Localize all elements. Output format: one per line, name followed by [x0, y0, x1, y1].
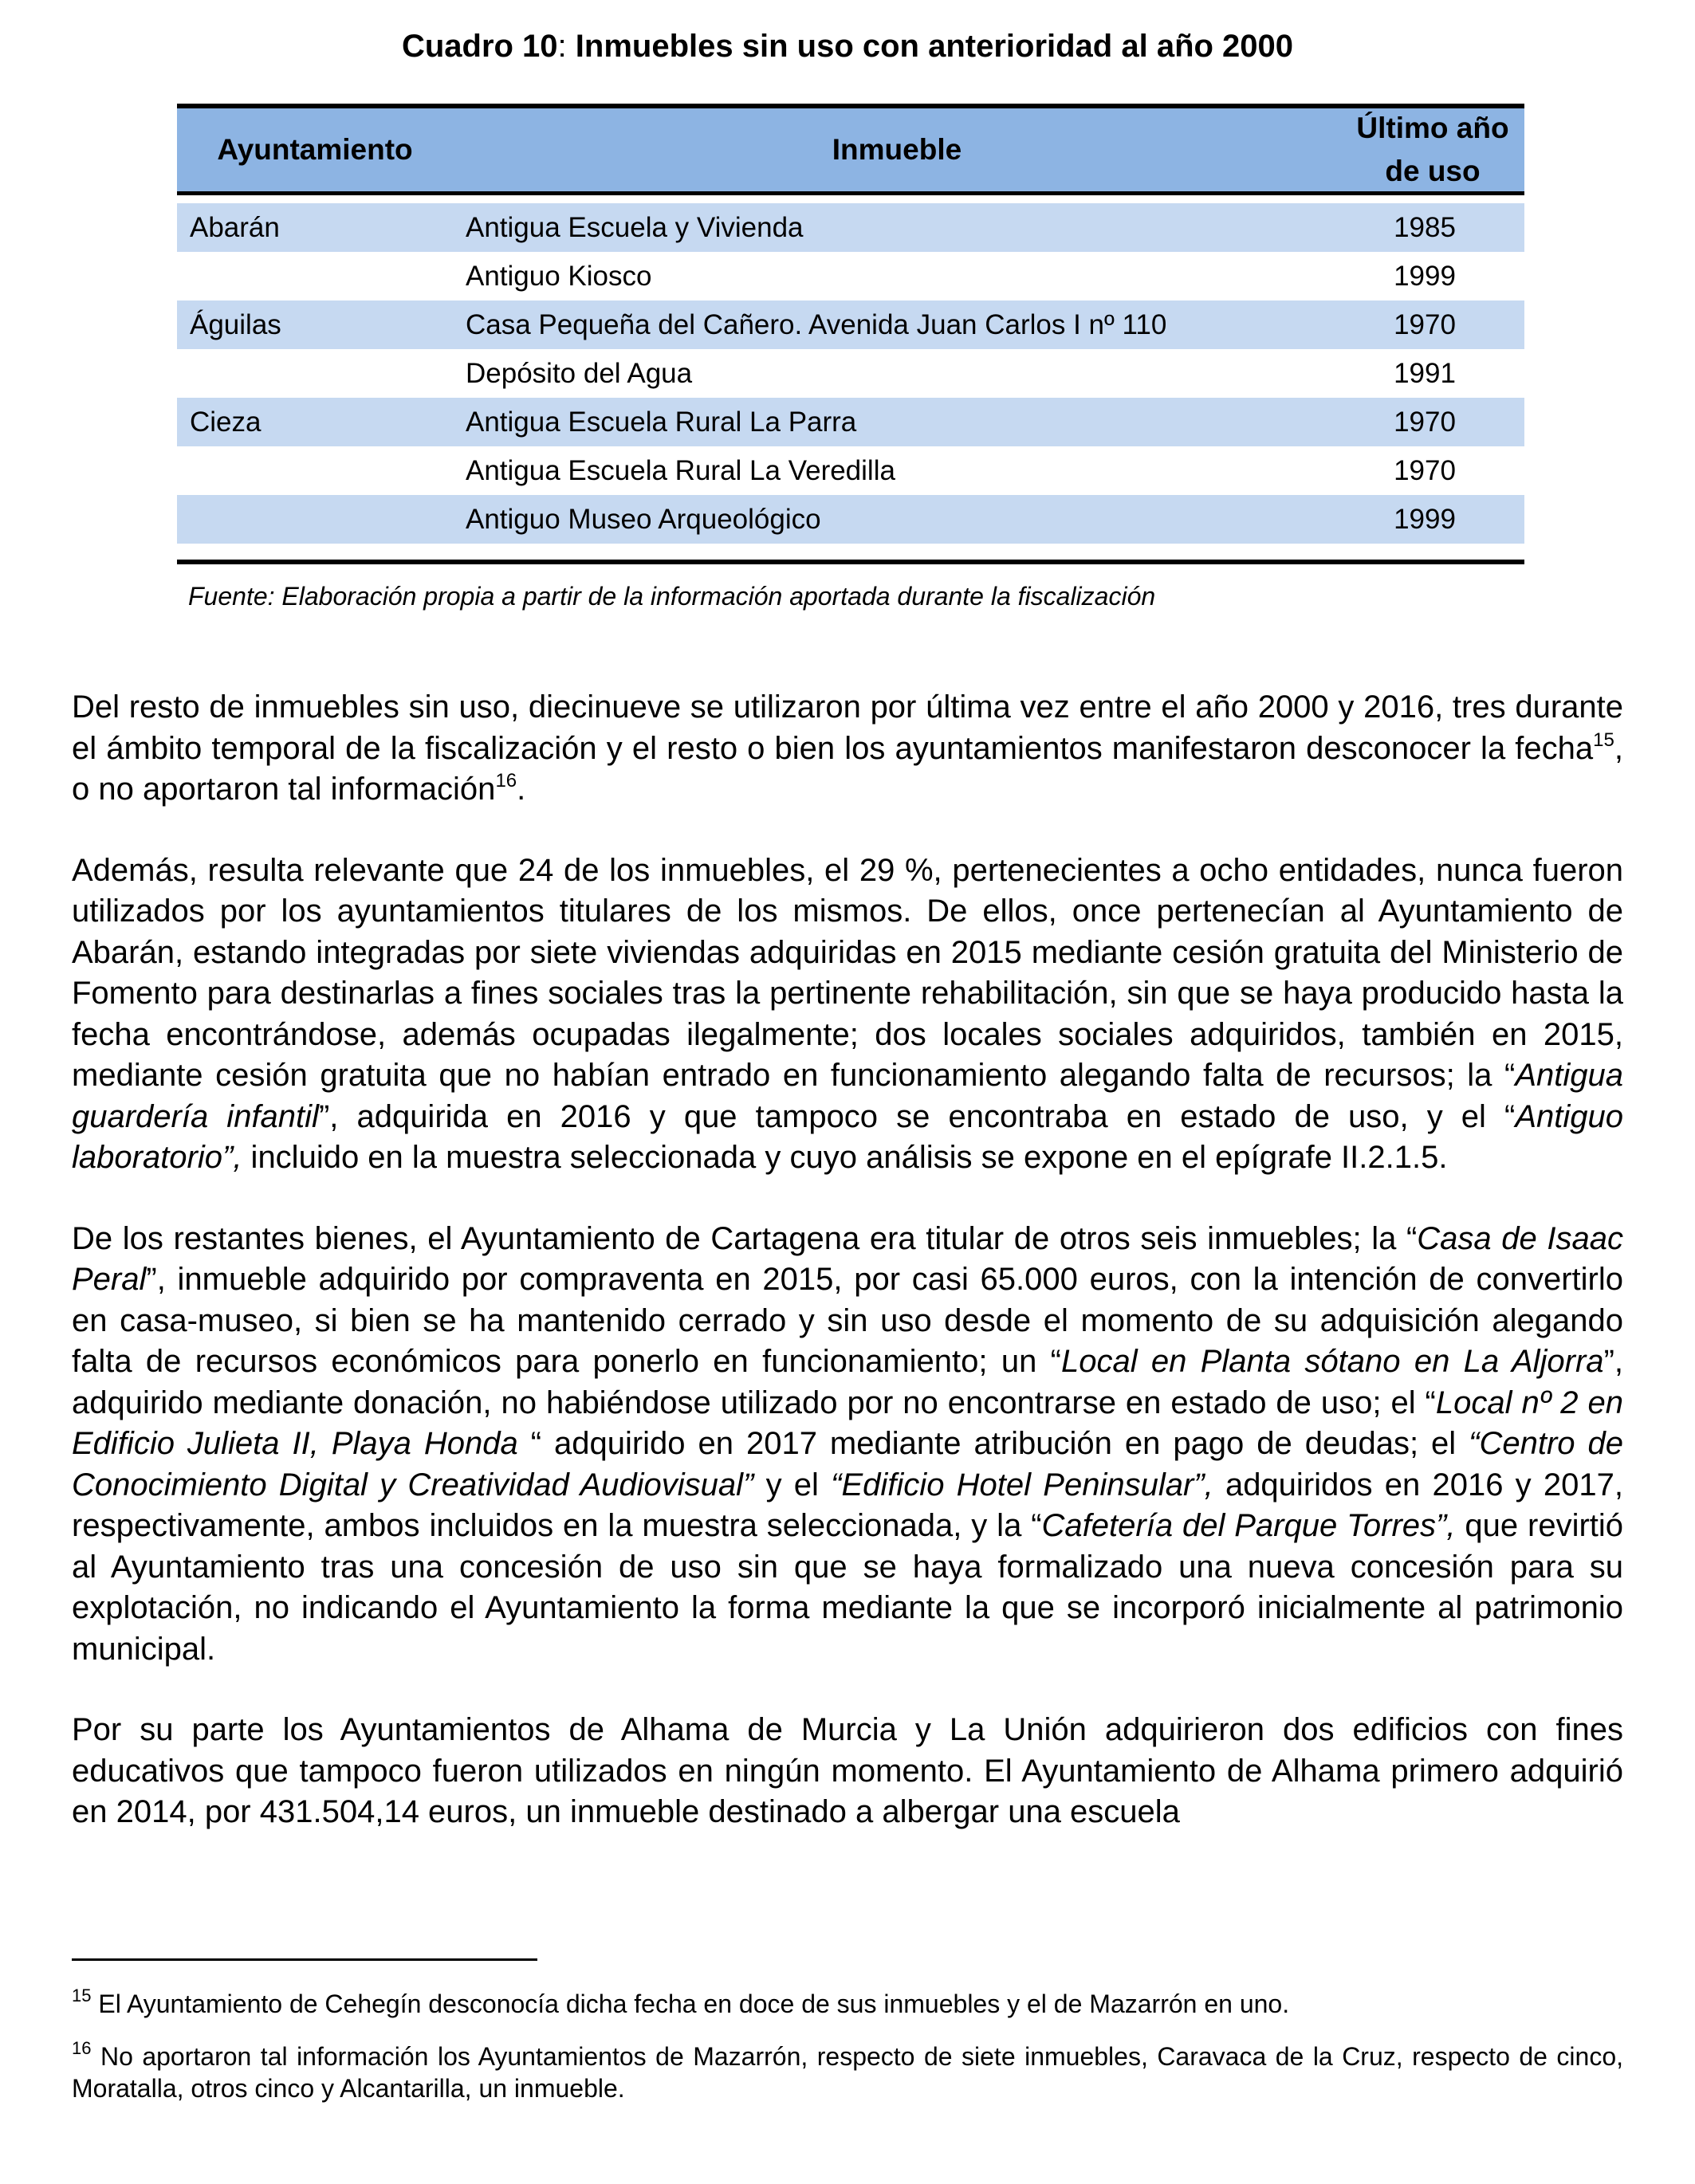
footnote-ref-15[interactable]: 15 [1593, 729, 1614, 751]
table-bottom-rule [177, 560, 1524, 564]
paragraph-1 [72, 687, 1623, 811]
table-row [177, 203, 1524, 252]
p3-text-e: y el [753, 1467, 832, 1502]
cell-inmueble: Casa Pequeña del Cañero. Avenida Juan Carlos I nº 110 [466, 308, 1167, 340]
cell-anio: 1970 [1394, 454, 1456, 486]
p3-text-c: ”, adquirido mediante donación, no habiéndose utilizado por no encontrarse en estado de uso; el “ [72, 1344, 1623, 1420]
table-body [177, 203, 1524, 544]
cell-ayuntamiento: Cieza [190, 406, 262, 438]
cell-inmueble: Depósito del Agua [466, 357, 693, 389]
p3-italic-2: Local en Planta sótano en La Aljorra [1060, 1344, 1604, 1379]
p3-italic-5: “Edificio Hotel Peninsular”, [831, 1467, 1213, 1502]
p3-text-f: adquiridos en 2016 y 2017, respectivamente, ambos incluidos en la muestra seleccionada, y la “ [72, 1467, 1623, 1543]
paragraph-2 [72, 850, 1623, 1179]
cell-inmueble: Antigua Escuela Rural La Parra [466, 406, 857, 438]
caption-separator: : [557, 29, 576, 64]
paragraph-4 [72, 1710, 1623, 1833]
header-inmueble: Inmueble [832, 133, 962, 166]
footnote-number: 15 [72, 1986, 92, 2005]
p2-text-a: Además, resulta relevante que 24 de los inmuebles, el 29 %, pertenecientes a ocho entidades, nunca fueron utilizados por los ayuntamientos titulares de los mismos. De ellos, once pertenecían al Ayuntamiento de Abarán, estando integradas por siete viviendas adquiridas en 2015 mediante cesión gratuita del Ministerio de Fomento para destinarlas a fines sociales tras la pertinente rehabilitación, sin que se haya producido hasta la fecha encontrándose, además ocupadas ilegalmente; dos locales sociales adquiridos, también en 2015, mediante cesión gratuita que no habían entrado en funcionamiento alegando falta de recursos; la “ [72, 852, 1623, 1093]
cell-ayuntamiento: Águilas [190, 308, 281, 340]
cell-ayuntamiento: Abarán [190, 211, 280, 243]
p4-text-a: Por su parte los Ayuntamientos de Alhama de Murcia y La Unión adquirieron dos edificios con fines educativos que tampoco fueron utilizados en ningún momento. El Ayuntamiento de Alhama primero adquirió en 2014, por 431.504,14 euros, un inmueble destinado a albergar una escuela [72, 1712, 1623, 1829]
table-header [177, 108, 1524, 191]
caption-label: Cuadro 10 [401, 29, 558, 64]
p2-italic-2: Antiguo laboratorio”, [72, 1098, 1623, 1175]
p3-text-g: que revirtió al Ayuntamiento tras una concesión de uso sin que se haya formalizado una nueva concesión para su explotación, no indicando el Ayuntamiento la forma mediante la que se incorporó inicialmente al patrimonio municipal. [72, 1508, 1624, 1667]
table-source-note: Fuente: Elaboración propia a partir de la información aportada durante la fiscalización [188, 582, 1156, 611]
p1-text-c: . [517, 772, 526, 807]
table-row [177, 398, 1524, 446]
header-ultimo-anio [1341, 107, 1524, 193]
cell-anio: 1991 [1394, 357, 1456, 389]
p3-italic-4: “Centro de Conocimiento Digital y Creatividad Audiovisual” [72, 1426, 1623, 1502]
table-row [177, 349, 1524, 398]
footnotes [72, 1988, 1623, 2125]
cell-inmueble: Antigua Escuela y Vivienda [466, 211, 804, 243]
table-row [177, 252, 1524, 300]
p1-text-a: Del resto de inmuebles sin uso, diecinueve se utilizaron por última vez entre el año 2000 y 2016, tres durante el ámbito temporal de la fiscalización y el resto o bien los ayuntamientos manifestaron desconocer la fecha [72, 689, 1623, 766]
cell-anio: 1999 [1394, 260, 1456, 292]
p3-text-b: ”, inmueble adquirido por compraventa en 2015, por casi 65.000 euros, con la intención de convertirlo en casa-museo, si bien se ha mantenido cerrado y sin uso desde el momento de su adquisición alegando falta de recursos económicos para ponerlo en funcionamiento; un “ [72, 1262, 1623, 1379]
p2-text-c: incluido en la muestra seleccionada y cuyo análisis se expone en el epígrafe II.2.1.5. [242, 1140, 1448, 1175]
table-row [177, 300, 1524, 349]
p3-text-a: De los restantes bienes, el Ayuntamiento de Cartagena era titular de otros seis inmuebles; la “ [72, 1220, 1418, 1256]
table-caption [72, 26, 1623, 67]
header-ayuntamiento: Ayuntamiento [217, 133, 413, 166]
p3-italic-3: Local nº 2 en Edificio Julieta II, Playa Honda [72, 1385, 1624, 1461]
p2-text-b: ”, adquirida en 2016 y que tampoco se encontraba en estado de uso, y el “ [318, 1098, 1516, 1134]
header-ultimo-anio-line1: Último año [1356, 112, 1509, 144]
cell-anio: 1985 [1394, 211, 1456, 243]
table-row [177, 495, 1524, 544]
cell-anio: 1970 [1394, 406, 1456, 438]
caption-title: Inmuebles sin uso con anterioridad al año 2000 [575, 29, 1294, 64]
footnote-number: 16 [72, 2038, 92, 2058]
cell-anio: 1970 [1394, 308, 1456, 340]
data-table [177, 104, 1524, 611]
paragraph-3 [72, 1219, 1623, 1671]
cell-inmueble: Antiguo Museo Arqueológico [466, 503, 821, 535]
footnote-16 [72, 2038, 1623, 2104]
cell-anio: 1999 [1394, 503, 1456, 535]
header-ultimo-anio-line2: de uso [1385, 155, 1481, 187]
p1-text-b: , o no aportaron tal información [72, 730, 1623, 807]
body-text [72, 687, 1623, 1873]
cell-inmueble: Antigua Escuela Rural La Veredilla [466, 454, 895, 486]
footnote-text: El Ayuntamiento de Cehegín desconocía dicha fecha en doce de sus inmuebles y el de Mazarrón en uno. [91, 1990, 1290, 2018]
p3-italic-6: Cafetería del Parque Torres”, [1041, 1508, 1456, 1543]
footnote-separator [72, 1958, 537, 1961]
footnote-15 [72, 1988, 1623, 2020]
p2-italic-1: Antigua guardería infantil [72, 1058, 1623, 1134]
footnote-text: No aportaron tal información los Ayuntamientos de Mazarrón, respecto de siete inmuebles, Caravaca de la Cruz, respecto de cinco, Moratalla, otros cinco y Alcantarilla, un inmueble. [72, 2042, 1623, 2103]
table-row [177, 446, 1524, 495]
p3-italic-1: Casa de Isaac Peral [72, 1220, 1624, 1297]
p3-text-d: “ adquirido en 2017 mediante atribución en pago de deudas; el [517, 1426, 1469, 1461]
cell-inmueble: Antiguo Kiosco [466, 260, 652, 292]
footnote-ref-16[interactable]: 16 [495, 770, 517, 792]
table-header-rule [177, 191, 1524, 195]
